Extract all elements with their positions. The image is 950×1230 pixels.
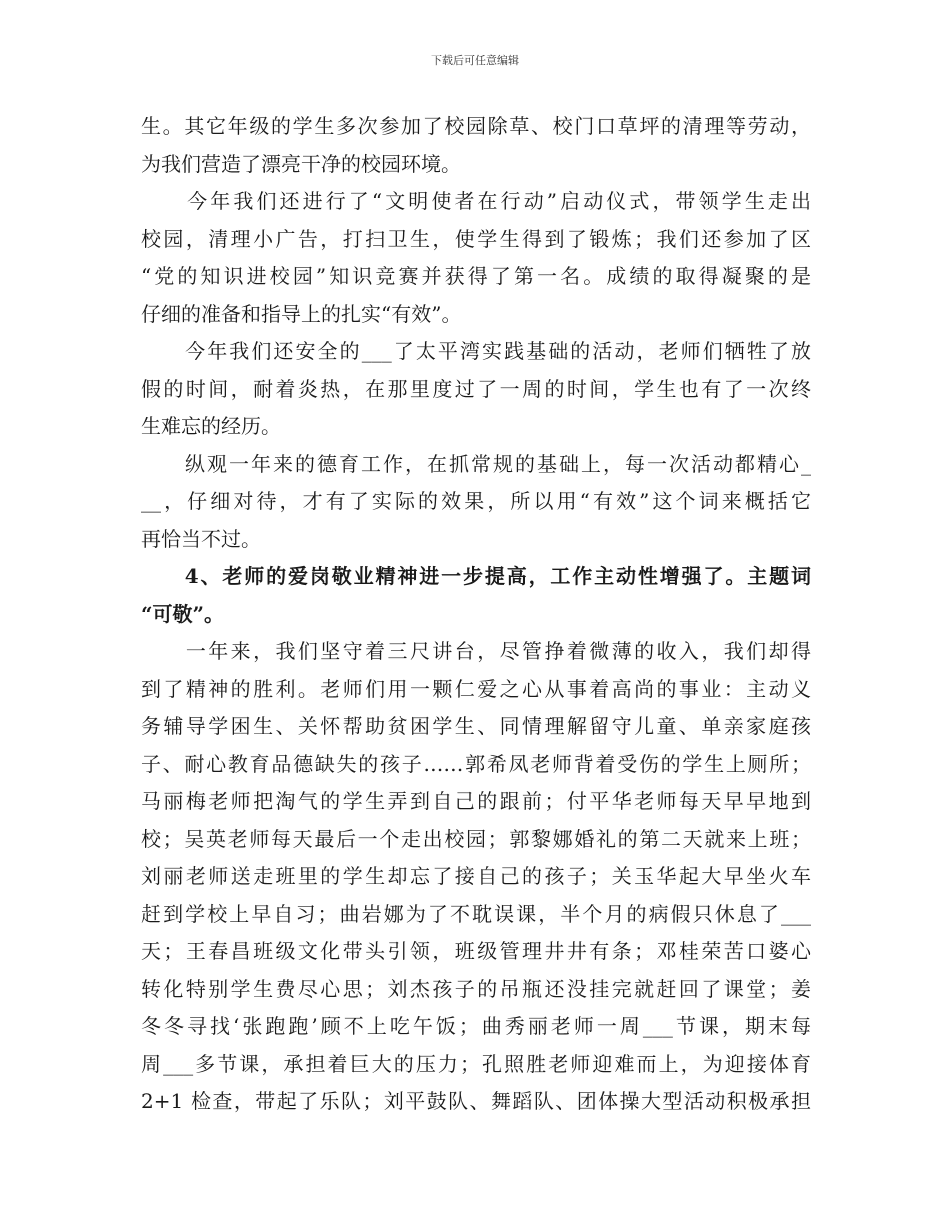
section-heading-line: “可敬”。	[141, 601, 225, 626]
paragraph-line: 纵观一年来的德育工作，在抓常规的基础上，每一次活动都精心_	[141, 451, 811, 476]
paragraph-line: 今年我们还进行了“文明使者在行动”启动仪式，带领学生走出	[141, 189, 811, 213]
paragraph-line: 子、耐心教育品德缺失的孩子……郭希凤老师背着受伤的学生上厕所；	[141, 751, 811, 776]
paragraph-line: 刘丽老师送走班里的学生却忘了接自己的孩子；关玉华起大早坐火车	[141, 864, 811, 888]
paragraph-line: 到了精神的胜利。老师们用一颗仁爱之心从事着高尚的事业：主动义	[141, 676, 811, 701]
paragraph-line: 冬冬寻找‘张跑跑’顾不上吃午饭；曲秀丽老师一周___节课，期末每	[141, 1014, 811, 1038]
paragraph-line: 周___多节课，承担着巨大的压力；孔照胜老师迎难而上，为迎接体育	[141, 1051, 811, 1076]
paragraph-line: 再恰当不过。	[141, 526, 261, 551]
paragraph-line: 校园，清理小广告，打扫卫生，使学生得到了锻炼；我们还参加了区	[141, 226, 811, 251]
paragraph-line: 马丽梅老师把淘气的学生弄到自己的跟前；付平华老师每天早早地到	[141, 789, 811, 813]
paragraph-line: “党的知识进校园”知识竞赛并获得了第一名。成绩的取得凝聚的是	[141, 264, 811, 288]
paragraph-line: 校；吴英老师每天最后一个走出校园；郭黎娜婚礼的第二天就来上班；	[141, 826, 811, 851]
paragraph-line: 仔细的准备和指导上的扎实“有效”。	[141, 301, 462, 326]
section-heading-line: 4、老师的爱岗敬业精神进一步提高，工作主动性增强了。主题词	[141, 564, 811, 588]
paragraph-line: 假的时间，耐着炎热，在那里度过了一周的时间，学生也有了一次终	[141, 376, 811, 401]
page-header: 下载后可任意编辑	[431, 54, 519, 67]
paragraph-line: 务辅导学困生、关怀帮助贫困学生、同情理解留守儿童、单亲家庭孩	[141, 714, 811, 738]
paragraph-line: 一年来，我们坚守着三尺讲台，尽管挣着微薄的收入，我们却得	[141, 639, 811, 663]
paragraph-line: 生。其它年级的学生多次参加了校园除草、校门口草坪的清理等劳动，	[141, 114, 811, 138]
paragraph-line: 生难忘的经历。	[141, 414, 281, 438]
paragraph-line: 赶到学校上早自习；曲岩娜为了不耽误课，半个月的病假只休息了___	[141, 901, 811, 926]
paragraph-line: 今年我们还安全的___了太平湾实践基础的活动，老师们牺牲了放	[141, 339, 811, 363]
document-body	[141, 108, 811, 1121]
paragraph-line: 2+1 检查，带起了乐队；刘平鼓队、舞蹈队、团体操大型活动积极承担	[141, 1089, 811, 1113]
paragraph-line: 为我们营造了漂亮干净的校园环境。	[141, 151, 461, 176]
paragraph-line: 转化特别学生费尽心思；刘杰孩子的吊瓶还没挂完就赶回了课堂；姜	[141, 976, 811, 1001]
paragraph-line: 天；王春昌班级文化带头引领，班级管理井井有条；邓桂荣苦口婆心	[141, 939, 811, 963]
paragraph-line: __，仔细对待，才有了实际的效果，所以用“有效”这个词来概括它	[141, 489, 811, 513]
